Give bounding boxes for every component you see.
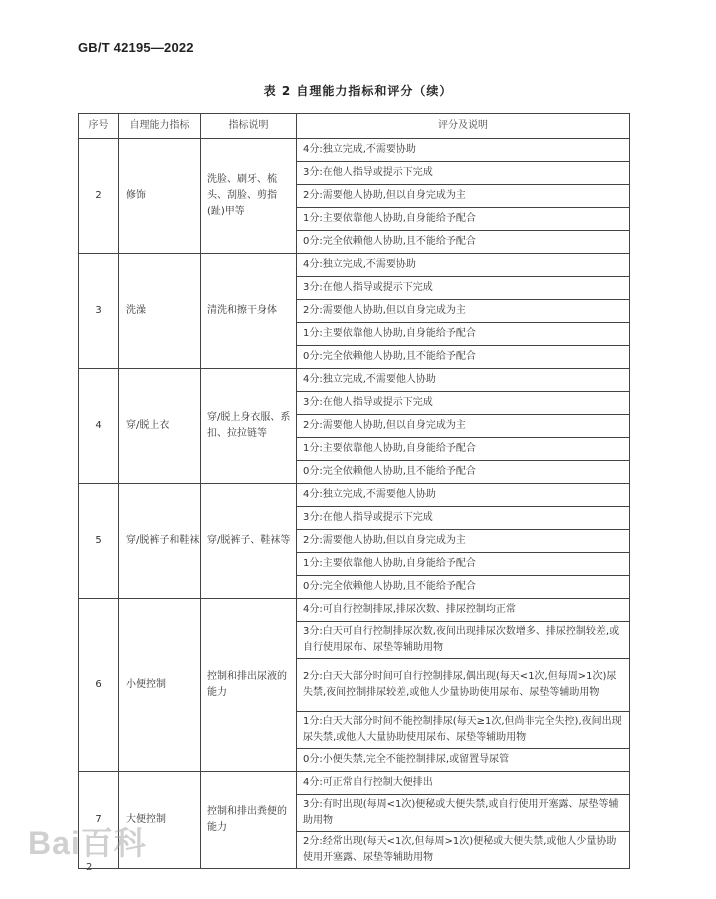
indicator-name: 洗澡 [119,254,201,369]
header-description: 指标说明 [201,114,297,139]
score-item: 3分:白天可自行控制排尿次数,夜间出现排尿次数增多、排尿控制较差,或自行使用尿布、尿垫等辅助用物 [297,622,630,659]
table-row [79,484,630,507]
baidu-watermark [28,818,147,864]
score-item: 2分:经常出现(每天<1次,但每周>1次)便秘或大便失禁,或他人少量协助使用开塞露、尿垫等辅助用物 [297,832,630,869]
score-item: 2分:需要他人协助,但以自身完成为主 [297,415,630,438]
score-item: 0分:完全依赖他人协助,且不能给予配合 [297,346,630,369]
row-number: 7 [79,772,119,869]
score-item: 4分:独立完成,不需要他人协助 [297,369,630,392]
score-item: 1分:主要依靠他人协助,自身能给予配合 [297,438,630,461]
indicator-name: 小便控制 [119,599,201,772]
score-item: 3分:在他人指导或提示下完成 [297,507,630,530]
table-row [79,139,630,162]
row-number: 3 [79,254,119,369]
header-scoring: 评分及说明 [297,114,630,139]
table-row [79,254,630,277]
score-item: 2分:需要他人协助,但以自身完成为主 [297,185,630,208]
table-title: 表 2 自理能力指标和评分（续） [263,84,453,98]
row-number: 5 [79,484,119,599]
indicator-description: 穿/脱上身衣服、系扣、拉拉链等 [201,369,297,484]
row-number: 4 [79,369,119,484]
table-header-row [79,114,630,139]
table-row [79,772,630,795]
header-no: 序号 [79,114,119,139]
page-number: 2 [86,862,93,873]
score-item: 1分:白天大部分时间不能控制排尿(每天≥1次,但尚非完全失控),夜间出现尿失禁,或他人大量协助使用尿布、尿垫等辅助用物 [297,712,630,749]
indicator-name: 穿/脱裤子和鞋袜 [119,484,201,599]
indicator-name: 修饰 [119,139,201,254]
standard-number: GB/T 42195—2022 [78,40,194,55]
score-item: 0分:完全依赖他人协助,且不能给予配合 [297,461,630,484]
scoring-table [78,113,630,869]
indicator-description: 控制和排出粪便的能力 [201,772,297,869]
score-item: 4分:可正常自行控制大便排出 [297,772,630,795]
watermark-text: Bai百科 [28,825,147,861]
score-item: 0分:完全依赖他人协助,且不能给予配合 [297,231,630,254]
indicator-description: 穿/脱裤子、鞋袜等 [201,484,297,599]
indicator-description: 控制和排出尿液的能力 [201,599,297,772]
score-item: 0分:小便失禁,完全不能控制排尿,或留置导尿管 [297,749,630,772]
score-item: 4分:独立完成,不需要协助 [297,254,630,277]
score-item: 2分:白天大部分时间可自行控制排尿,偶出现(每天<1次,但每周>1次)尿失禁,夜间控制排尿较差,或他人少量协助使用尿布、尿垫等辅助用物 [297,659,630,712]
table-row [79,599,630,622]
row-number: 6 [79,599,119,772]
scoring-table-container [78,113,630,869]
score-item: 3分:有时出现(每周<1次)便秘或大便失禁,或自行使用开塞露、尿垫等辅助用物 [297,795,630,832]
score-item: 0分:完全依赖他人协助,且不能给予配合 [297,576,630,599]
score-item: 3分:在他人指导或提示下完成 [297,392,630,415]
indicator-description: 洗脸、刷牙、梳头、刮脸、剪指(趾)甲等 [201,139,297,254]
score-item: 2分:需要他人协助,但以自身完成为主 [297,300,630,323]
indicator-name: 穿/脱上衣 [119,369,201,484]
score-item: 1分:主要依靠他人协助,自身能给予配合 [297,553,630,576]
indicator-description: 清洗和擦干身体 [201,254,297,369]
table-row [79,369,630,392]
score-item: 2分:需要他人协助,但以自身完成为主 [297,530,630,553]
score-item: 4分:独立完成,不需要协助 [297,139,630,162]
header-indicator: 自理能力指标 [119,114,201,139]
indicator-name: 大便控制 [119,772,201,869]
score-item: 3分:在他人指导或提示下完成 [297,162,630,185]
score-item: 3分:在他人指导或提示下完成 [297,277,630,300]
score-item: 1分:主要依靠他人协助,自身能给予配合 [297,323,630,346]
score-item: 4分:独立完成,不需要他人协助 [297,484,630,507]
score-item: 4分:可自行控制排尿,排尿次数、排尿控制均正常 [297,599,630,622]
score-item: 1分:主要依靠他人协助,自身能给予配合 [297,208,630,231]
row-number: 2 [79,139,119,254]
